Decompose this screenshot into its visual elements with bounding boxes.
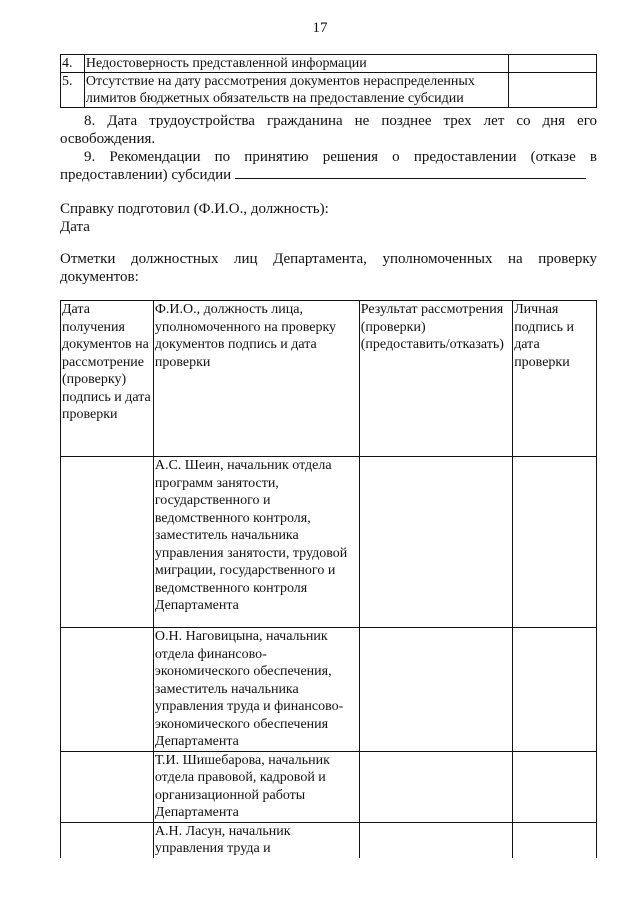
table-header-row [61,301,597,457]
header-result: Результат рассмотрения (проверки) (предоставить/отказать) [359,301,512,457]
row-text: Отсутствие на дату рассмотрения документов нераспределенных лимитов бюджетных обязательств на предоставление субсидии [84,73,508,108]
result-cell [359,628,512,752]
table-row [61,55,597,73]
received-date-cell [61,628,154,752]
received-date-cell [61,457,154,628]
received-date-cell [61,751,154,822]
result-cell [359,822,512,858]
recommendation-blank-line [235,166,586,179]
header-official: Ф.И.О., должность лица, уполномоченного на проверку документов подпись и дата проверки [153,301,359,457]
officials-table [60,300,597,858]
row-empty-cell [509,73,597,108]
marks-intro: Отметки должностных лиц Департамента, уполномоченных на проверку документов: [60,251,597,285]
row-text: Недостоверность представленной информации [84,55,508,73]
table-row [61,628,597,752]
official-cell: А.Н. Ласун, начальник управления труда и [153,822,359,858]
row-number: 5. [61,73,85,108]
result-cell [359,751,512,822]
row-empty-cell [509,55,597,73]
table-row [61,73,597,108]
criteria-table [60,54,597,108]
signature-cell [513,628,597,752]
header-received-date: Дата получения документов на рассмотрение (проверку) подпись и дата проверки [61,301,154,457]
official-cell: А.С. Шеин, начальник отдела программ занятости, государственного и ведомственного контроля, заместитель начальника управления занятости, трудовой миграции, государственного и ведомственного контроля Департамента [153,457,359,628]
date-label: Дата [60,219,90,235]
table-row [61,822,597,858]
page-number: 17 [312,20,328,36]
received-date-cell [61,822,154,858]
paragraph-8 [60,112,597,148]
paragraph-8-text: 8. Дата трудоустройства гражданина не позднее трех лет со дня его освобождения. [60,113,597,147]
header-signature: Личная подпись и дата проверки [513,301,597,457]
prepared-by-label: Справку подготовил (Ф.И.О., должность): [60,201,329,217]
table-row [61,457,597,628]
signature-cell [513,822,597,858]
signature-cell [513,751,597,822]
row-number: 4. [61,55,85,73]
signature-cell [513,457,597,628]
paragraph-9 [60,148,597,184]
official-cell: О.Н. Наговицына, начальник отдела финансово-экономического обеспечения, заместитель начальника управления труда и финансово-экономического обеспечения Департамента [153,628,359,752]
paragraph-9-text: 9. Рекомендации по принятию решения о предоставлении (отказе в предоставлении) субсидии [60,149,597,183]
prepared-by-block [60,200,597,236]
result-cell [359,457,512,628]
official-cell: Т.И. Шишебарова, начальник отдела правовой, кадровой и организационной работы Департамента [153,751,359,822]
table-row [61,751,597,822]
